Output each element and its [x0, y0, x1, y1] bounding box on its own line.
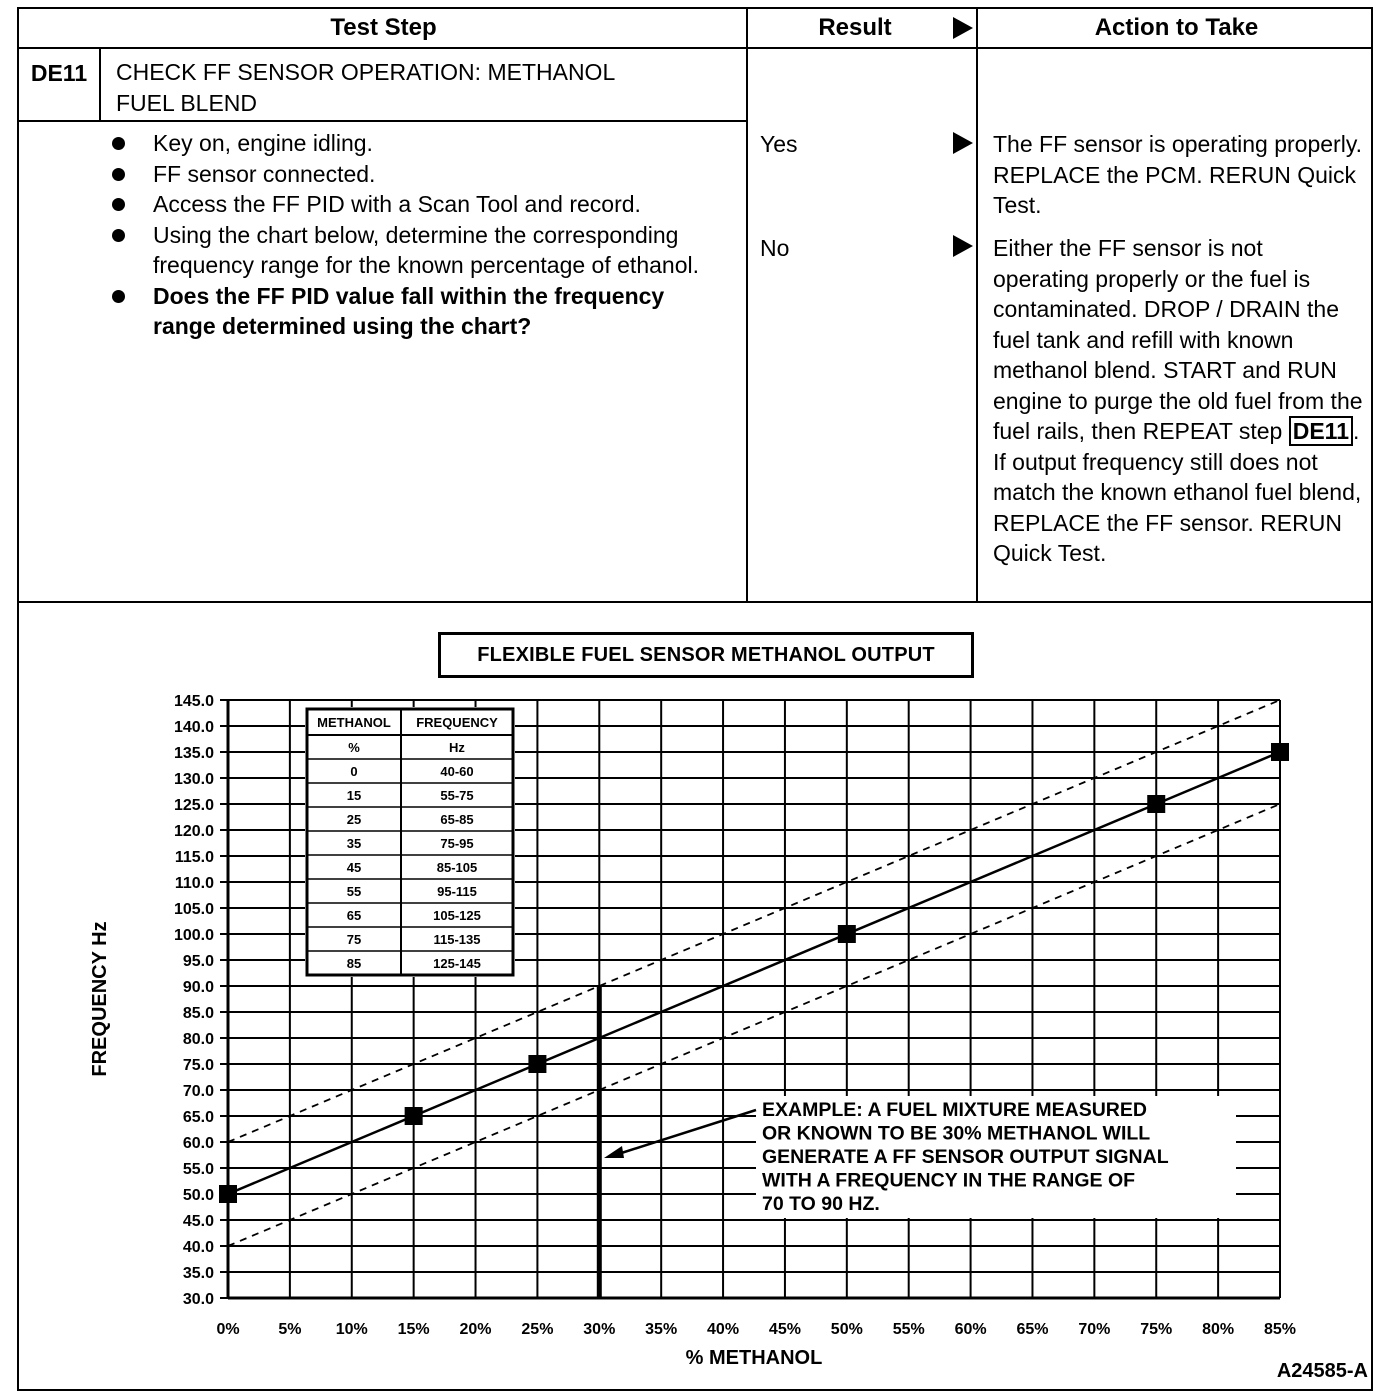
y-tick-label: 130.0	[173, 771, 214, 788]
data-point	[838, 925, 856, 943]
x-tick-label: 15%	[397, 1321, 430, 1338]
x-tick-label: 50%	[830, 1321, 863, 1338]
inset-table-cell: 115-135	[433, 932, 481, 947]
no-action-part-2: . If output frequency still does not match the known ethanol fuel blend, REPLACE the FF sensor. RERUN Quick Test.	[993, 418, 1362, 566]
y-tick-label: 55.0	[182, 1161, 214, 1178]
inset-table-cell: 65-85	[440, 812, 474, 827]
no-action-part-1: Either the FF sensor is not operating properly or the fuel is contaminated. DROP / DRAIN the fuel tank and refill with known methanol blend. START and RUN engine to purge the old fuel from the fuel rails, then REPEAT step	[993, 235, 1363, 444]
inset-table-cell: 85-105	[436, 860, 478, 875]
inset-table-cell: 65	[346, 908, 362, 923]
y-tick-label: 100.0	[173, 927, 214, 944]
data-point	[1147, 795, 1165, 813]
data-point	[1271, 743, 1289, 761]
x-tick-label: 70%	[1078, 1321, 1111, 1338]
y-tick-label: 40.0	[182, 1239, 214, 1256]
x-tick-label: 80%	[1202, 1321, 1235, 1338]
y-tick-label: 115.0	[174, 849, 214, 866]
yes-action-text: The FF sensor is operating properly. REPLACE the PCM. RERUN Quick Test.	[993, 131, 1363, 218]
inset-table-background	[305, 707, 515, 977]
y-tick-label: 145.0	[173, 693, 214, 710]
y-tick-label: 35.0	[182, 1265, 214, 1282]
data-point	[528, 1055, 546, 1073]
x-tick-label: 45%	[768, 1321, 801, 1338]
x-tick-label: 10%	[335, 1321, 368, 1338]
y-tick-label: 95.0	[182, 953, 214, 970]
x-axis-label: % METHANOL	[685, 1347, 823, 1369]
x-tick-label: 55%	[892, 1321, 925, 1338]
bullet-item: Using the chart below, determine the corresponding frequency range for the known percentage of ethanol.	[110, 220, 720, 281]
step-id: DE11	[30, 60, 88, 86]
header-test-step: Test Step	[330, 14, 437, 41]
bullet-item: Access the FF PID with a Scan Tool and record.	[110, 189, 720, 220]
data-point	[219, 1185, 237, 1203]
inset-table-cell: 55	[346, 884, 362, 899]
inset-table-cell: 75	[346, 932, 362, 947]
result-no: No	[760, 235, 790, 261]
x-tick-label: 25%	[521, 1321, 554, 1338]
inset-table-cell: 75-95	[440, 836, 474, 851]
x-tick-label: 75%	[1140, 1321, 1173, 1338]
annotation-line: GENERATE A FF SENSOR OUTPUT SIGNAL	[762, 1146, 1169, 1168]
inset-table-unit: Hz	[449, 740, 465, 755]
y-tick-label: 125.0	[173, 797, 214, 814]
inset-table-cell: 55-75	[440, 788, 474, 803]
annotation-line: 70 TO 90 HZ.	[762, 1193, 880, 1215]
y-tick-label: 45.0	[182, 1213, 214, 1230]
y-tick-label: 80.0	[182, 1031, 214, 1048]
y-tick-label: 135.0	[173, 745, 214, 762]
y-tick-label: 60.0	[182, 1135, 214, 1152]
inset-table-cell: 95-115	[437, 884, 477, 899]
inset-table-cell: 15	[346, 788, 362, 803]
data-point	[405, 1107, 423, 1125]
chart-title: FLEXIBLE FUEL SENSOR METHANOL OUTPUT	[438, 632, 974, 678]
step-reference-link[interactable]: DE11	[1289, 416, 1353, 446]
y-tick-label: 140.0	[173, 719, 214, 736]
inset-table-header: FREQUENCY	[416, 715, 498, 730]
y-axis-label: FREQUENCY Hz	[89, 921, 111, 1077]
bullet-item: FF sensor connected.	[110, 159, 720, 190]
x-tick-label: 5%	[278, 1321, 302, 1338]
inset-table-cell: 40-60	[440, 764, 474, 779]
inset-table-cell: 85	[346, 956, 362, 971]
y-tick-label: 90.0	[182, 979, 214, 996]
x-tick-label: 60%	[954, 1321, 987, 1338]
result-yes: Yes	[760, 131, 798, 157]
x-tick-label: 0%	[216, 1321, 240, 1338]
x-tick-label: 65%	[1016, 1321, 1049, 1338]
y-tick-label: 105.0	[173, 901, 214, 918]
annotation-arrowhead	[604, 1146, 624, 1158]
inset-table-header: METHANOL	[317, 715, 391, 730]
y-tick-label: 65.0	[182, 1109, 214, 1126]
x-tick-label: 30%	[583, 1321, 616, 1338]
x-tick-label: 40%	[707, 1321, 740, 1338]
inset-table-cell: 25	[346, 812, 362, 827]
inset-table-cell: 125-145	[433, 956, 481, 971]
step-title-line-2: FUEL BLEND	[116, 89, 258, 116]
y-tick-label: 85.0	[182, 1005, 214, 1022]
y-tick-label: 30.0	[182, 1291, 214, 1308]
inset-table-cell: 45	[346, 860, 362, 875]
header-action: Action to Take	[1094, 14, 1259, 41]
inset-table-unit: %	[348, 740, 360, 755]
bullet-item: Key on, engine idling.	[110, 128, 720, 159]
annotation-line: WITH A FREQUENCY IN THE RANGE OF	[762, 1169, 1136, 1192]
header-result: Result	[818, 14, 892, 41]
x-tick-label: 20%	[459, 1321, 492, 1338]
inset-table-cell: 105-125	[433, 908, 481, 923]
inset-table-cell: 35	[346, 836, 362, 851]
step-title-line-1: CHECK FF SENSOR OPERATION: METHANOL	[116, 59, 616, 85]
annotation-line: OR KNOWN TO BE 30% METHANOL WILL	[762, 1122, 1151, 1145]
y-tick-label: 70.0	[182, 1083, 214, 1100]
inset-table-cell: 0	[350, 764, 358, 779]
y-tick-label: 110.0	[174, 875, 214, 892]
bullet-question: Does the FF PID value fall within the frequency range determined using the chart?	[110, 281, 720, 342]
x-tick-label: 35%	[645, 1321, 678, 1338]
x-tick-label: 85%	[1263, 1321, 1297, 1338]
figure-id: A24585-A	[1276, 1360, 1368, 1382]
y-tick-label: 75.0	[182, 1057, 214, 1074]
annotation-line: EXAMPLE: A FUEL MIXTURE MEASURED	[762, 1099, 1147, 1121]
y-tick-label: 50.0	[182, 1187, 214, 1204]
y-tick-label: 120.0	[173, 823, 214, 840]
